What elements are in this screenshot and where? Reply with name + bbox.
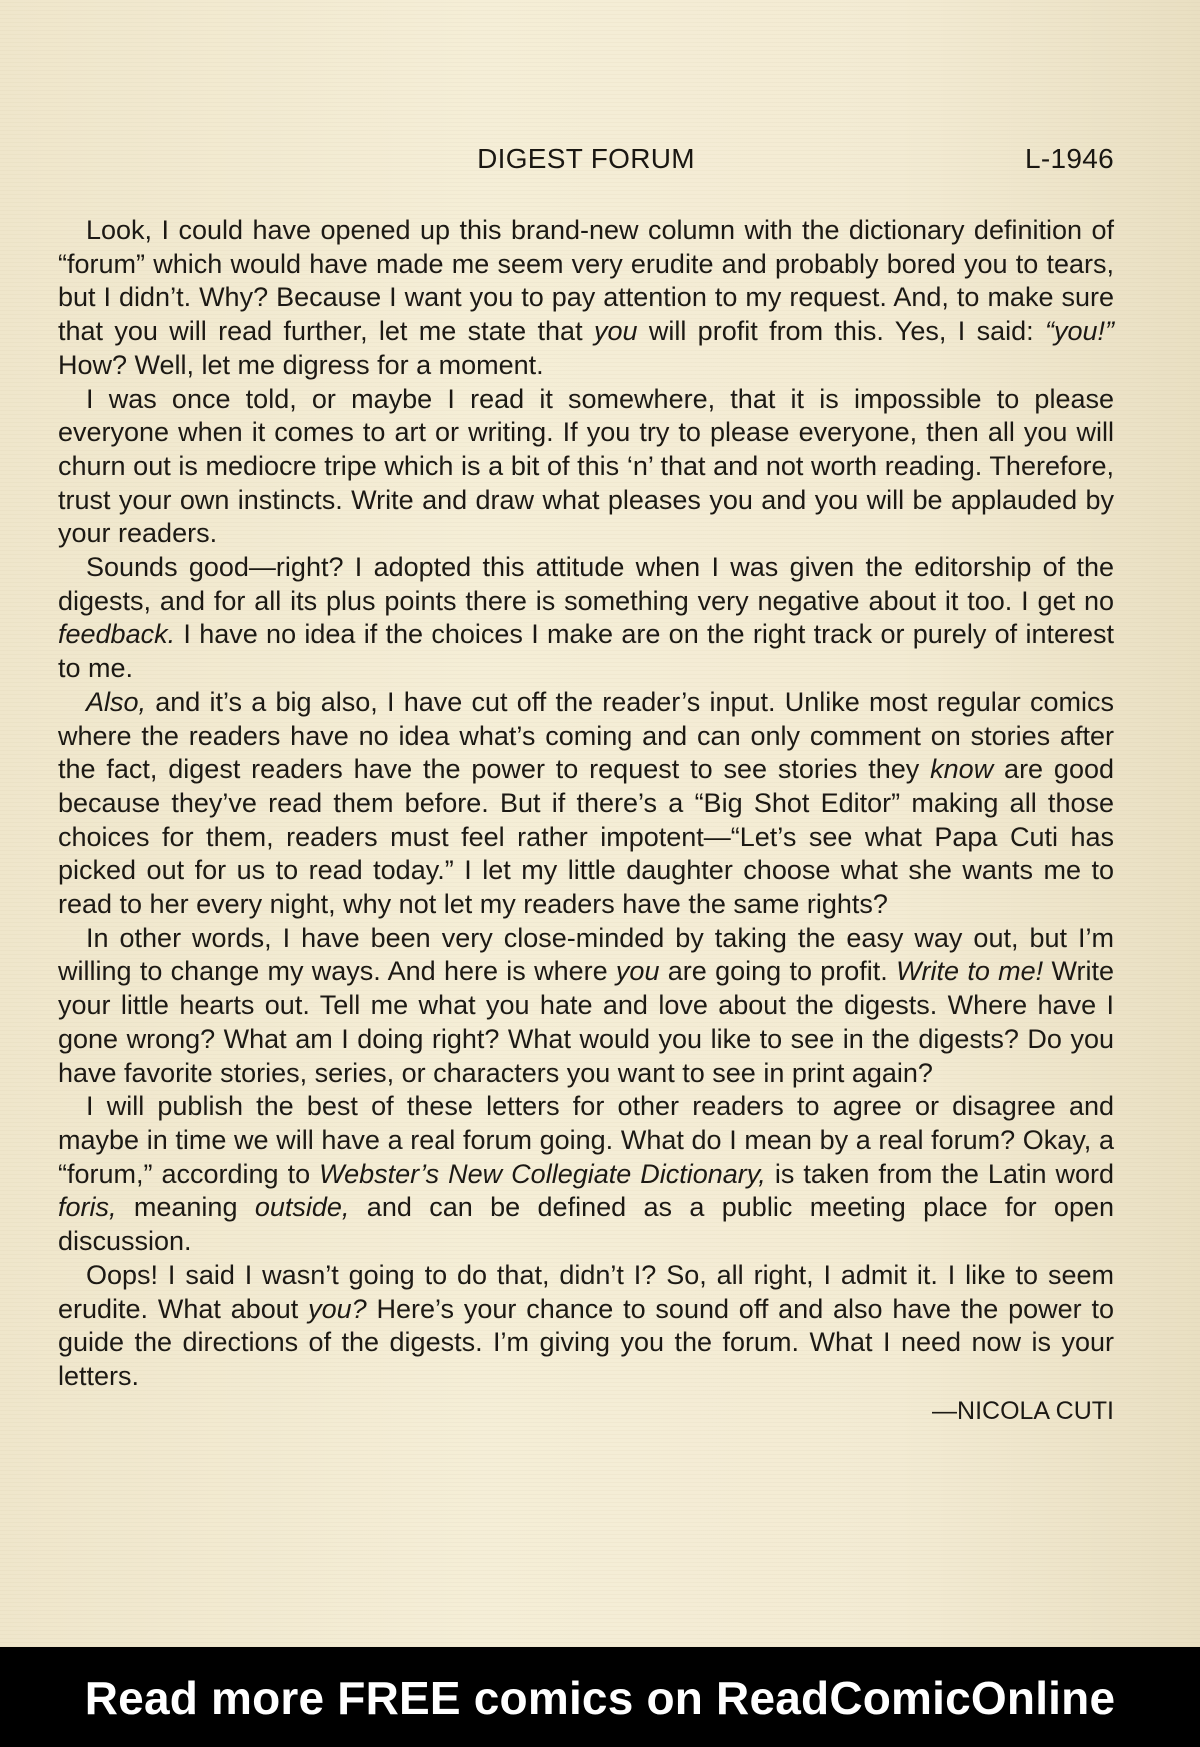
paragraph-3	[58, 551, 1114, 686]
article-body	[58, 214, 1114, 1428]
emphasis-text: know	[930, 754, 994, 785]
paragraph-1	[58, 214, 1114, 383]
paragraph-text: is taken from the Latin word	[765, 1158, 1114, 1189]
emphasis-text: you?	[308, 1293, 367, 1324]
paragraph-text: How? Well, let me digress for a moment.	[58, 349, 544, 380]
paragraph-2: I was once told, or maybe I read it somewhere, that it is impossible to please everyone when it comes to art or writing. If you try to please everyone, then all you will churn out is mediocre tripe which is a bit of this ‘n’ that and not worth reading. Therefore, trust your own instincts. Write and draw what pleases you and you will be applauded by your readers.	[58, 383, 1114, 549]
paragraph-6	[58, 1090, 1114, 1259]
paragraph-4	[58, 686, 1114, 922]
paragraph-text: will profit from this. Yes, I said:	[637, 316, 1045, 347]
paragraph-text: meaning	[116, 1192, 255, 1223]
paragraph-text: Look, I could have opened up this brand-new column with the dictionary definition of “forum” which would have made me seem very erudite and probably bored you to tears, but I didn’t. Why? Because I want you to pay attention to my request. And, to make sure that you will read further, let me state that	[58, 215, 1114, 347]
page-header	[58, 143, 1114, 183]
paragraph-text: In other words, I have been very close-minded by taking the easy way out, but I’m willing to change my ways. And here is where	[58, 922, 1114, 987]
page-title: DIGEST FORUM	[477, 143, 695, 174]
paragraph-text: are going to profit.	[659, 956, 897, 987]
emphasis-text: Write to me!	[896, 956, 1044, 987]
emphasis-text: foris,	[58, 1192, 117, 1223]
paragraph-text: Write your little hearts out. Tell me what you hate and love about the digests. Where have I gone wrong? What am I doing right? What would you like to see in the digests? Do you have favorite stories, series, or characters you want to see in print again?	[58, 956, 1114, 1088]
promo-footer	[0, 1647, 1200, 1747]
paragraph-text: Here’s your chance to sound off and also have the power to guide the directions of the digests. I’m giving you the forum. What I need now is your letters.	[58, 1293, 1114, 1391]
emphasis-text: Webster’s New Collegiate Dictionary,	[319, 1158, 766, 1189]
paragraph-5	[58, 922, 1114, 1091]
paragraph-7	[58, 1259, 1114, 1394]
emphasis-text: feedback.	[58, 619, 176, 650]
paragraph-text: I will publish the best of these letters for other readers to agree or disagree and maybe in time we will have a real forum going. What do I mean by a real forum? Okay, a “forum,” according to	[58, 1091, 1114, 1189]
page-code: L-1946	[1025, 143, 1114, 174]
paragraph-text: Sounds good—right? I adopted this attitude when I was given the editorship of the digests, and for all its plus points there is something very negative about it too. I get no	[58, 552, 1114, 616]
promo-text: Read more FREE comics on ReadComicOnline	[84, 1672, 1116, 1724]
emphasis-text: “you!”	[1044, 316, 1114, 347]
author-signature: —NICOLA CUTI	[932, 1396, 1114, 1425]
emphasis-text: you	[615, 956, 660, 987]
paragraph-text: Oops! I said I wasn’t going to do that, didn’t I? So, all right, I admit it. I like to seem erudite. What about	[58, 1259, 1114, 1324]
emphasis-text: outside,	[254, 1192, 350, 1223]
emphasis-text: you	[593, 316, 638, 347]
paragraph-text: and it’s a big also, I have cut off the reader’s input. Unlike most regular comics where the readers have no idea what’s coming and can only comment on stories after the fact, digest readers have the power to request to see stories they	[58, 686, 1114, 785]
paragraph-text: and can be defined as a public meeting place for open discussion.	[58, 1192, 1114, 1257]
paragraph-text: are good because they’ve read them before. But if there’s a “Big Shot Editor” making all those choices for them, readers must feel rather impotent—“Let’s see what Papa Cuti has picked out for us to read today.” I let my little daughter choose what she wants me to read to her every night, why not let my readers have the same rights?	[58, 754, 1114, 920]
paragraph-text: I have no idea if the choices I make are on the right track or purely of interest to me.	[58, 619, 1114, 684]
emphasis-text: Also,	[86, 686, 147, 717]
